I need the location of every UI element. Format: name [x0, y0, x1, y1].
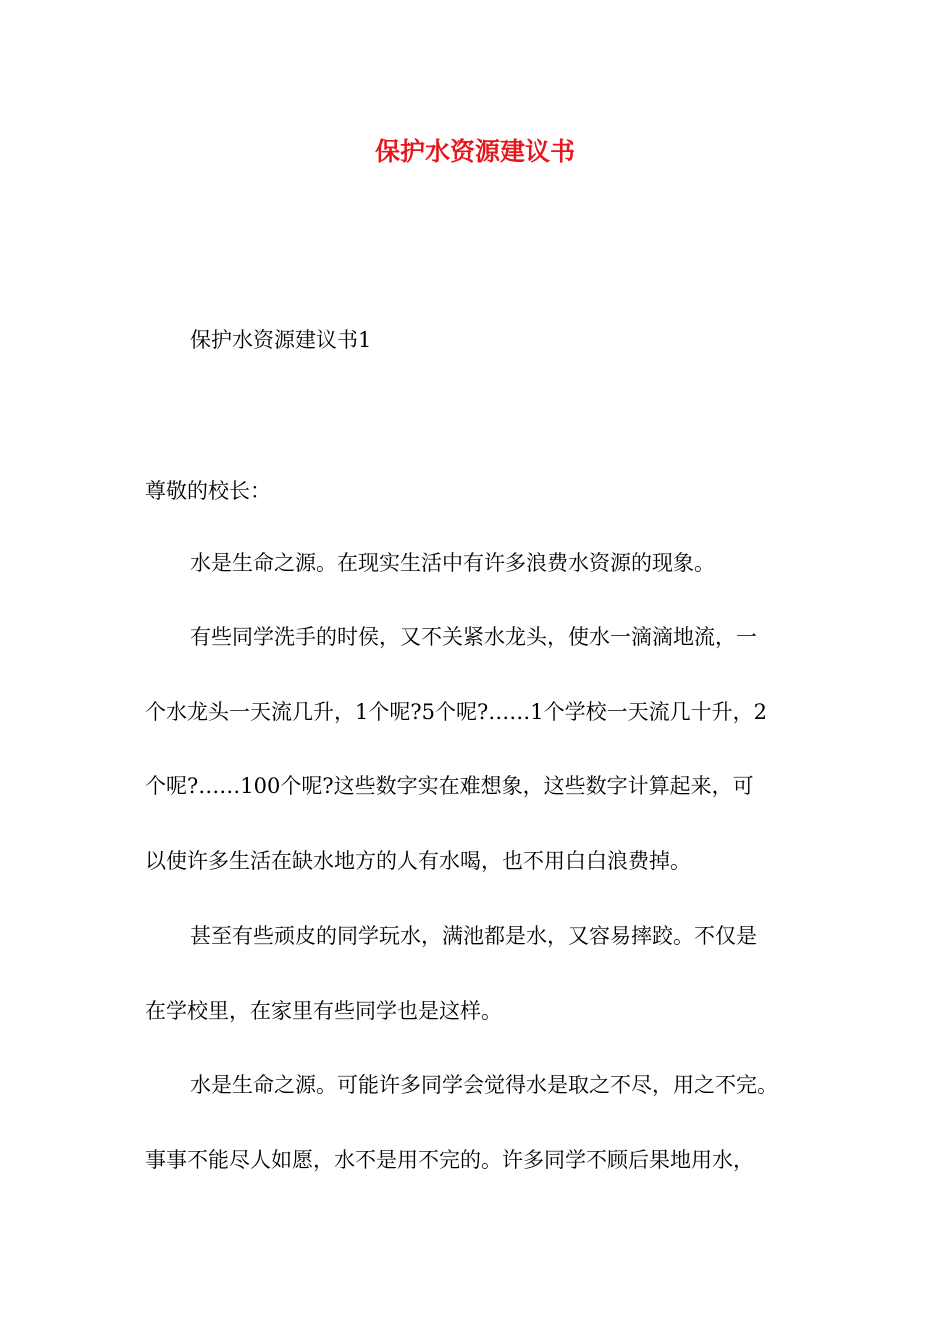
- paragraph-line: 以使许多生活在缺水地方的人有水喝，也不用白白浪费掉。: [145, 849, 691, 873]
- section-heading: 保护水资源建议书1: [190, 328, 372, 352]
- paragraph-line: 有些同学洗手的时侯，又不关紧水龙头，使水一滴滴地流，一: [190, 625, 757, 649]
- paragraph-line: 个水龙头一天流几升，1个呢?5个呢?……1个学校一天流几十升，2: [145, 700, 767, 724]
- paragraph-line: 在学校里，在家里有些同学也是这样。: [145, 999, 502, 1023]
- salutation: 尊敬的校长：: [145, 479, 271, 503]
- paragraph-line: 事事不能尽人如愿，水不是用不完的。许多同学不顾后果地用水，: [145, 1148, 754, 1172]
- paragraph-line: 个呢?……100个呢?这些数字实在难想象，这些数字计算起来，可: [145, 774, 754, 798]
- paragraph-line: 水是生命之源。可能许多同学会觉得水是取之不尽，用之不完。: [190, 1073, 778, 1097]
- paragraph-line: 甚至有些顽皮的同学玩水，满池都是水，又容易摔跤。不仅是: [190, 924, 757, 948]
- document-title: 保护水资源建议书: [374, 137, 575, 166]
- paragraph-line: 水是生命之源。在现实生活中有许多浪费水资源的现象。: [190, 551, 715, 575]
